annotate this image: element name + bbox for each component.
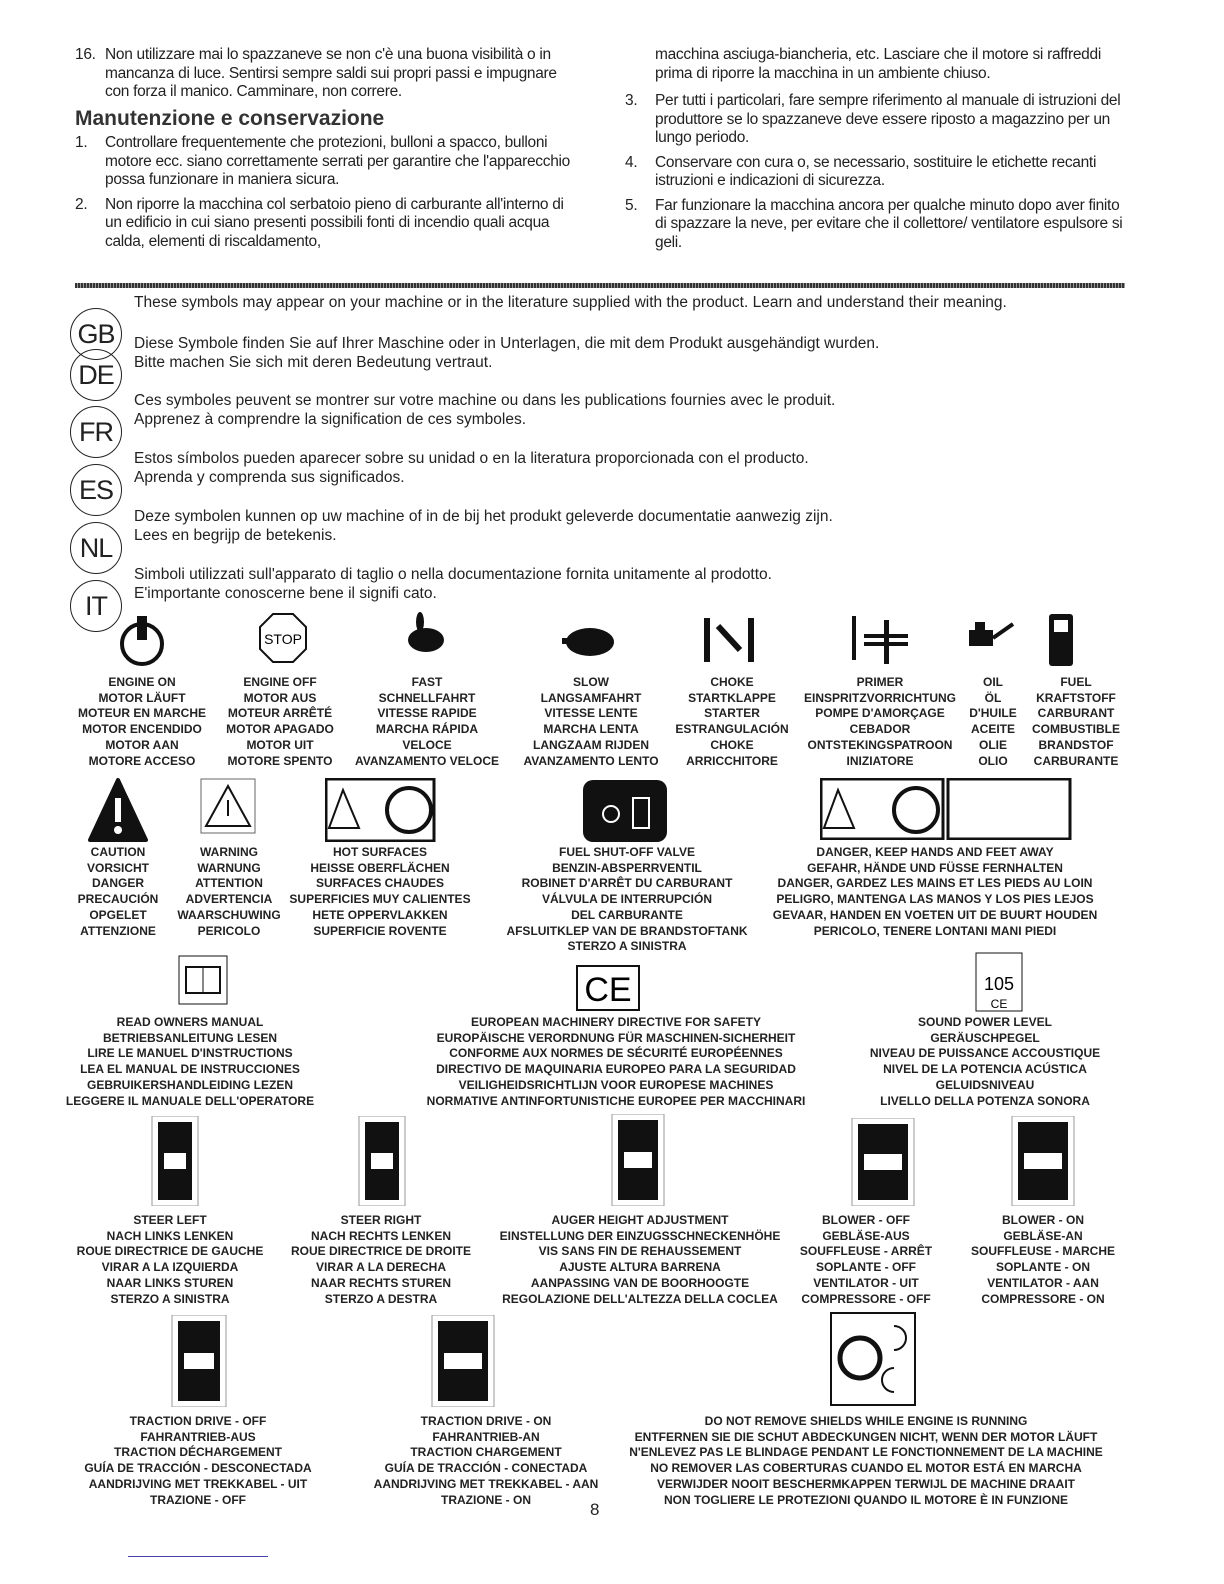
caption-line: GEBLÄSE-AN — [1003, 1228, 1083, 1243]
caption-line: AANPASSING VAN DE BOORHOOGTE — [530, 1275, 750, 1290]
symbol-caption — [675, 675, 788, 769]
symbol-caption — [84, 1414, 311, 1508]
continuation-text: macchina asciuga-biancheria, etc. Lasciare che il motore si raffreddi prima di riporre la macchina in un ambiente chiuso. — [655, 46, 1101, 82]
choke-icon — [700, 612, 760, 669]
caption-line: LIVELLO DELLA POTENZA SONORA — [880, 1093, 1090, 1108]
caption-line: TRACTION DRIVE - ON — [420, 1414, 552, 1428]
symbol-caption — [77, 1213, 264, 1307]
caption-line: MOTORE SPENTO — [227, 753, 333, 768]
caption-line: MOTORE ACCESO — [88, 753, 196, 768]
list-item — [625, 154, 1125, 191]
caption-line: SCHNELLFAHRT — [378, 690, 476, 705]
caption-line: SUPERFICIES MUY CALIENTES — [289, 892, 471, 907]
item-text: Per tutti i particolari, fare sempre riferimento al manuale di istruzioni del produttore se lo spazzaneve deve essere riposto a magazzino per un lungo periodo. — [655, 92, 1121, 146]
caption-line: PERICOLO — [197, 923, 261, 938]
caption-line: NAAR LINKS STUREN — [106, 1275, 234, 1290]
svg-text:CE: CE — [990, 997, 1008, 1011]
caption-line: STERZO A SINISTRA — [110, 1291, 230, 1306]
caption-line: DANGER, GARDEZ LES MAINS ET LES PIEDS AU LOIN — [777, 876, 1093, 891]
caption-line: FAHRANTRIEB-AN — [432, 1429, 540, 1444]
caption-line: WARNUNG — [197, 860, 261, 875]
caption-line: FAHRANTRIEB-AUS — [140, 1429, 256, 1444]
symbol-caption — [289, 845, 470, 939]
text-line: Diese Symbole finden Sie auf Ihrer Maschine oder in Unterlagen, die mit dem Produkt ausgehändigt wurden. — [134, 335, 880, 352]
list-item — [75, 196, 570, 252]
steer-left-icon — [148, 1116, 202, 1211]
turtle-slow-icon — [558, 618, 622, 663]
caption-line: SLOW — [573, 675, 609, 689]
caption-line: AUGER HEIGHT ADJUSTMENT — [551, 1213, 729, 1227]
language-text — [134, 294, 1007, 313]
language-badge: NL — [70, 522, 122, 574]
caption-line: GELUIDSNIVEAU — [935, 1077, 1035, 1092]
symbol-caption — [500, 1213, 781, 1307]
caption-line: VITESSE LENTE — [544, 706, 638, 721]
caption-line: SOPLANTE - OFF — [815, 1260, 916, 1275]
caption-line: VEILIGHEIDSRICHTLIJN VOOR EUROPESE MACHINES — [458, 1077, 774, 1092]
symbol-caption — [427, 1015, 806, 1109]
caption-line: ESTRANGULACIÓN — [675, 722, 789, 737]
symbol-caption — [506, 845, 747, 955]
caption-line: READ OWNERS MANUAL — [116, 1015, 264, 1029]
list-item — [625, 92, 1125, 148]
caption-line: MOTOR ENCENDIDO — [82, 722, 202, 737]
caption-line: GUÍA DE TRACCIÓN - CONECTADA — [384, 1461, 588, 1476]
symbol-caption — [78, 675, 206, 769]
caption-line: NAAR RECHTS STUREN — [310, 1275, 452, 1290]
caption-line: VENTILATOR - AAN — [987, 1275, 1099, 1290]
caption-line: ROBINET D'ARRÊT DU CARBURANT — [521, 876, 733, 891]
caption-line: N'ENLEVEZ PAS LE BLINDAGE PENDANT LE FONCTIONNEMENT DE LA MACHINE — [629, 1445, 1103, 1460]
caption-line: FAST — [411, 675, 443, 689]
caption-line: ROUE DIRECTRICE DE GAUCHE — [76, 1244, 264, 1259]
caption-line: ENGINE OFF — [243, 675, 317, 689]
caption-line: LANGSAMFAHRT — [540, 690, 642, 705]
symbol-caption — [1032, 675, 1120, 769]
caption-line: PERICOLO, TENERE LONTANI MANI PIEDI — [813, 923, 1057, 938]
symbol-caption — [523, 675, 658, 769]
caption-line: GEVAAR, HANDEN EN VOETEN UIT DE BUURT HOUDEN — [772, 907, 1098, 922]
oil-can-icon — [965, 614, 1015, 661]
symbol-caption — [78, 845, 159, 939]
caption-line: CARBURANTE — [1033, 753, 1119, 768]
text-line: Apprenez à comprendre la signification de ces symboles. — [134, 410, 527, 428]
caption-line: PRECAUCIÓN — [77, 892, 159, 907]
caption-line: SURFACES CHAUDES — [315, 876, 445, 891]
symbol-caption — [374, 1414, 599, 1508]
text-line: Estos símbolos pueden aparecer sobre su unidad o en la literatura proporcionada con el producto. — [134, 450, 809, 467]
caption-line: REGOLAZIONE DELL'ALTEZZA DELLA COCLEA — [502, 1291, 778, 1306]
text-line: Simboli utilizzati sull'apparato di taglio o nella documentazione fornita unitamente al prodotto. — [134, 566, 772, 583]
caption-line: MOTEUR ARRÊTÉ — [227, 706, 333, 721]
svg-text:CE: CE — [584, 971, 632, 1009]
language-text — [134, 335, 879, 372]
caption-line: SOPLANTE - ON — [995, 1260, 1090, 1275]
caption-line: OLIO — [978, 753, 1008, 768]
icon-text: STOP — [264, 631, 302, 647]
svg-text:105: 105 — [983, 974, 1015, 994]
caption-line: CONFORME AUX NORMES DE SÉCURITÉ EUROPÉENNES — [449, 1046, 783, 1061]
caption-line: DIRECTIVO DE MAQUINARIA EUROPEO PARA LA SEGURIDAD — [436, 1062, 796, 1077]
caption-line: POMPE D'AMORÇAGE — [815, 706, 945, 721]
caption-line: CARBURANT — [1037, 706, 1115, 721]
symbol-caption — [870, 1015, 1100, 1109]
caption-line: MOTOR APAGADO — [226, 722, 334, 737]
caption-line: DO NOT REMOVE SHIELDS WHILE ENGINE IS RUNNING — [704, 1414, 1028, 1428]
caption-line: GEBRUIKERSHANDLEIDING LEZEN — [86, 1077, 294, 1092]
language-text — [134, 392, 835, 429]
language-badge: DE — [70, 349, 122, 401]
caption-line: BENZIN-ABSPERRVENTIL — [552, 860, 702, 875]
caption-line: GEBLÄSE-AUS — [822, 1228, 910, 1243]
caption-line: HETE OPPERVLAKKEN — [312, 907, 448, 922]
section-heading: Manutenzione e conservazione — [75, 106, 385, 130]
caption-line: STEER RIGHT — [340, 1213, 422, 1227]
caption-line: TRAZIONE - OFF — [150, 1492, 246, 1507]
caption-line: ONTSTEKINGSPATROON — [807, 737, 953, 752]
text-line: Ces symboles peuvent se montrer sur votre machine ou dans les publications fournies avec le produit. — [134, 392, 836, 409]
read-manual-icon — [178, 955, 228, 1010]
caption-line: LEA EL MANUAL DE INSTRUCCIONES — [80, 1062, 300, 1077]
symbol-caption — [773, 845, 1097, 939]
traction-on-icon — [428, 1315, 498, 1412]
left-column — [75, 46, 570, 257]
caption-line: CAUTION — [90, 845, 146, 859]
caption-line: EUROPÄISCHE VERORDNUNG FÜR MASCHINEN-SICHERHEIT — [436, 1030, 796, 1045]
caption-line: VIS SANS FIN DE REHAUSSEMENT — [538, 1244, 742, 1259]
caption-line: BETRIEBSANLEITUNG LESEN — [102, 1030, 278, 1045]
caption-line: AFSLUITKLEP VAN DE BRANDSTOFTANK — [506, 923, 748, 938]
caption-line: MOTEUR EN MARCHE — [78, 706, 206, 721]
item-text: Non utilizzare mai lo spazzaneve se non c'è una buona visibilità o in mancanza di luce. Sentirsi sempre saldi sui propri passi e impugnare con forza il manico. Camminare, non correre. — [105, 46, 557, 100]
caption-line: SUPERFICIE ROVENTE — [313, 923, 447, 938]
caption-line: VIRAR A LA DERECHA — [315, 1260, 447, 1275]
caption-line: EINSTELLUNG DER EINZUGSSCHNECKENHÖHE — [499, 1228, 781, 1243]
item-number: 5. — [625, 196, 638, 214]
list-item — [75, 46, 570, 102]
symbol-caption — [177, 845, 280, 939]
caption-line: CEBADOR — [849, 722, 911, 737]
text-line: Lees en begrijp de betekenis. — [134, 526, 337, 544]
caption-line: SOUFFLEUSE - ARRÊT — [799, 1244, 933, 1259]
caption-line: ATTENTION — [195, 876, 263, 891]
language-badge: ES — [70, 464, 122, 516]
fuel-pump-icon — [1045, 612, 1075, 672]
hot-surfaces-icon — [325, 778, 437, 847]
text-line: Aprenda y comprenda sus significados. — [134, 468, 405, 486]
caption-line: STARTER — [704, 706, 760, 721]
list-item — [625, 197, 1125, 253]
right-column — [625, 46, 1125, 258]
caption-line: AANDRIJVING MET TREKKABEL - UIT — [88, 1476, 308, 1491]
item-number: 4. — [625, 153, 638, 171]
caption-line: VITESSE RAPIDE — [377, 706, 477, 721]
caption-line: LIRE LE MANUEL D'INSTRUCTIONS — [87, 1046, 293, 1061]
item-text: Far funzionare la macchina ancora per qualche minuto dopo aver finito di spazzare la neve, per evitare che il collettore/ ventilatore espulsore si geli. — [655, 196, 1123, 251]
traction-off-icon — [168, 1315, 230, 1412]
blower-on-icon — [1008, 1116, 1078, 1211]
warning-triangle-icon — [200, 778, 256, 839]
caption-line: MARCHA RÁPIDA — [375, 722, 479, 737]
caption-line: NIVEAU DE PUISSANCE ACCOUSTIQUE — [869, 1046, 1101, 1061]
caption-line: VIRAR A LA IZQUIERDA — [101, 1260, 239, 1275]
caption-line: OLIE — [978, 737, 1007, 752]
caption-line: CHOKE — [710, 737, 754, 752]
caption-line: COMBUSTIBLE — [1032, 722, 1120, 737]
language-badge: GB — [70, 308, 122, 360]
text-line: Bitte machen Sie sich mit deren Bedeutung vertraut. — [134, 353, 493, 371]
caption-line: AVANZAMENTO VELOCE — [354, 753, 500, 768]
symbol-caption — [969, 675, 1017, 769]
caption-line: PELIGRO, MANTENGA LAS MANOS Y LOS PIES LEJOS — [776, 892, 1094, 907]
symbol-caption — [355, 675, 499, 769]
caption-line: NACH LINKS LENKEN — [106, 1228, 234, 1243]
auger-height-icon — [608, 1114, 668, 1211]
keep-hands-feet-away-icon — [820, 778, 1072, 845]
language-text — [134, 450, 809, 487]
caption-line: BRANDSTOF — [1038, 737, 1114, 752]
caption-line: SOUND POWER LEVEL — [917, 1015, 1052, 1029]
text-line: Deze symbolen kunnen op uw machine of in de bij het produkt geleverde documentatie aanwezig zijn. — [134, 508, 833, 525]
caption-line: NON TOGLIERE LE PROTEZIONI QUANDO IL MOTORE È IN FUNZIONE — [663, 1492, 1069, 1507]
language-badge: IT — [70, 580, 122, 632]
page-number: 8 — [590, 1500, 600, 1519]
do-not-remove-shields-icon — [830, 1312, 916, 1411]
caption-line: MOTOR AUS — [243, 690, 317, 705]
caption-line: VENTILATOR - UIT — [813, 1275, 919, 1290]
symbol-caption — [800, 1213, 932, 1307]
caption-line: AJUSTE ALTURA BARRENA — [559, 1260, 721, 1275]
footer-line — [128, 1556, 268, 1557]
caption-line: CHOKE — [710, 675, 754, 689]
fuel-valve-icon — [583, 780, 667, 847]
caption-line: TRACTION DRIVE - OFF — [129, 1414, 267, 1428]
caption-line: HEISSE OBERFLÄCHEN — [310, 860, 450, 875]
caption-line: ATTENZIONE — [80, 923, 156, 938]
caption-line: LANGZAAM RIJDEN — [533, 737, 649, 752]
item-number: 3. — [625, 92, 638, 109]
symbol-caption — [971, 1213, 1115, 1307]
caption-line: AANDRIJVING MET TREKKABEL - AAN — [373, 1476, 599, 1491]
caption-line: D'HUILE — [969, 706, 1017, 721]
caption-line: TRACTION CHARGEMENT — [410, 1445, 562, 1460]
caption-line: FUEL — [1060, 675, 1092, 689]
list-item — [75, 134, 570, 190]
item-text: Controllare frequentemente che protezioni, bulloni a spacco, bulloni motore ecc. siano correttamente serrati per garantire che l'apparecchio possa funzionare in maniera sicura. — [105, 134, 570, 188]
caption-line: GEFAHR, HÄNDE UND FÜSSE FERNHALTEN — [807, 860, 1063, 875]
ce-mark-icon — [576, 965, 640, 1016]
steer-right-icon — [355, 1116, 409, 1211]
caption-line: GUÍA DE TRACCIÓN - DESCONECTADA — [84, 1461, 312, 1476]
caption-line: ACEITE — [970, 722, 1015, 737]
caption-line: DEL CARBURANTE — [571, 907, 683, 922]
item-text: Conservare con cura o, se necessario, sostituire le etichette recanti istruzioni e indicazioni di sicurezza. — [655, 153, 1097, 189]
symbol-caption — [629, 1414, 1103, 1508]
caption-line: STEER LEFT — [133, 1213, 207, 1227]
caption-line: PRIMER — [856, 675, 904, 689]
caution-icon — [88, 778, 148, 847]
symbol-caption — [804, 675, 956, 769]
caption-line: ENGINE ON — [108, 675, 176, 689]
caption-line: NO REMOVER LAS COBERTURAS CUANDO EL MOTOR ESTÁ EN MARCHA — [650, 1461, 1082, 1476]
symbol-caption — [226, 675, 334, 769]
item-number: 2. — [75, 195, 88, 213]
item-number: 16. — [75, 46, 96, 63]
caption-line: WAARSCHUWING — [177, 907, 281, 922]
caption-line: STARTKLAPPE — [688, 690, 776, 705]
caption-line: SOUFFLEUSE - MARCHE — [971, 1244, 1115, 1259]
caption-line: OPGELET — [89, 907, 147, 922]
caption-line: VÁLVULA DE INTERRUPCIÓN — [541, 892, 712, 907]
caption-line: EUROPEAN MACHINERY DIRECTIVE FOR SAFETY — [470, 1015, 762, 1029]
caption-line: MOTOR LÄUFT — [98, 690, 186, 705]
text-line: These symbols may appear on your machine or in the literature supplied with the product. Learn and understand their meaning. — [134, 294, 1007, 311]
caption-line: MARCHA LENTA — [543, 722, 639, 737]
caption-line: ADVERTENCIA — [185, 892, 273, 907]
sound-level-icon — [975, 952, 1023, 1017]
symbol-caption — [291, 1213, 471, 1307]
language-text — [134, 566, 772, 603]
caption-line: MOTOR AAN — [105, 737, 179, 752]
language-badge: FR — [70, 406, 122, 458]
text-line: E'importante conoscerne bene il signifi cato. — [134, 584, 437, 602]
caption-line: ARRICCHITORE — [686, 753, 778, 768]
item-text: Non riporre la macchina col serbatoio pieno di carburante all'interno di un edificio in cui siano presenti possibili fonti di incendio quali acqua calda, elementi di riscaldamento, — [105, 195, 564, 250]
caption-line: TRACTION DÉCHARGEMENT — [114, 1445, 282, 1460]
engine-off-stop-icon — [258, 612, 308, 669]
caption-line: VERWIJDER NOOIT BESCHERMKAPPEN TERWIJL DE MACHINE DRAAIT — [656, 1476, 1076, 1491]
caption-line: EINSPRITZVORRICHTUNG — [803, 690, 957, 705]
blower-off-icon — [848, 1118, 918, 1211]
caption-line: GERÄUSCHPEGEL — [930, 1030, 1040, 1045]
caption-line: COMPRESSORE - OFF — [801, 1291, 931, 1306]
caption-line: VELOCE — [402, 737, 452, 752]
primer-icon — [850, 612, 912, 669]
caption-line: HOT SURFACES — [332, 845, 428, 859]
caption-line: BLOWER - OFF — [822, 1213, 910, 1227]
caption-line: FUEL SHUT-OFF VALVE — [558, 845, 695, 859]
symbol-caption — [66, 1015, 314, 1109]
caption-line: MOTOR UIT — [246, 737, 314, 752]
engine-on-icon — [118, 612, 166, 673]
caption-line: KRAFTSTOFF — [1036, 690, 1116, 705]
caption-line: BLOWER - ON — [1002, 1213, 1084, 1227]
item-number: 1. — [75, 134, 88, 151]
section-divider — [75, 283, 1125, 288]
caption-line: ÖL — [984, 690, 1002, 705]
caption-line: NORMATIVE ANTINFORTUNISTICHE EUROPEE PER MACCHINARI — [426, 1093, 806, 1108]
caption-line: WARNING — [199, 845, 258, 859]
caption-line: OIL — [983, 675, 1003, 689]
caption-line: ROUE DIRECTRICE DE DROITE — [290, 1244, 472, 1259]
caption-line: NIVEL DE LA POTENCIA ACÚSTICA — [883, 1062, 1087, 1077]
caption-line: LEGGERE IL MANUALE DELL'OPERATORE — [65, 1093, 315, 1108]
caption-line: STERZO A DESTRA — [324, 1291, 438, 1306]
caption-line: DANGER, KEEP HANDS AND FEET AWAY — [816, 845, 1054, 859]
caption-line: VORSICHT — [86, 860, 150, 875]
caption-line: STERZO A SINISTRA — [567, 939, 687, 954]
language-text — [134, 508, 833, 545]
caption-line: COMPRESSORE - ON — [981, 1291, 1105, 1306]
caption-line: INIZIATORE — [846, 753, 914, 768]
caption-line: NACH RECHTS LENKEN — [310, 1228, 452, 1243]
caption-line: DANGER — [91, 876, 145, 891]
caption-line: AVANZAMENTO LENTO — [523, 753, 659, 768]
caption-line: ENTFERNEN SIE DIE SCHUT ABDECKUNGEN NICHT, WENN DER MOTOR LÄUFT — [634, 1429, 1098, 1444]
caption-line: TRAZIONE - ON — [440, 1492, 531, 1507]
hare-fast-icon — [400, 612, 452, 667]
